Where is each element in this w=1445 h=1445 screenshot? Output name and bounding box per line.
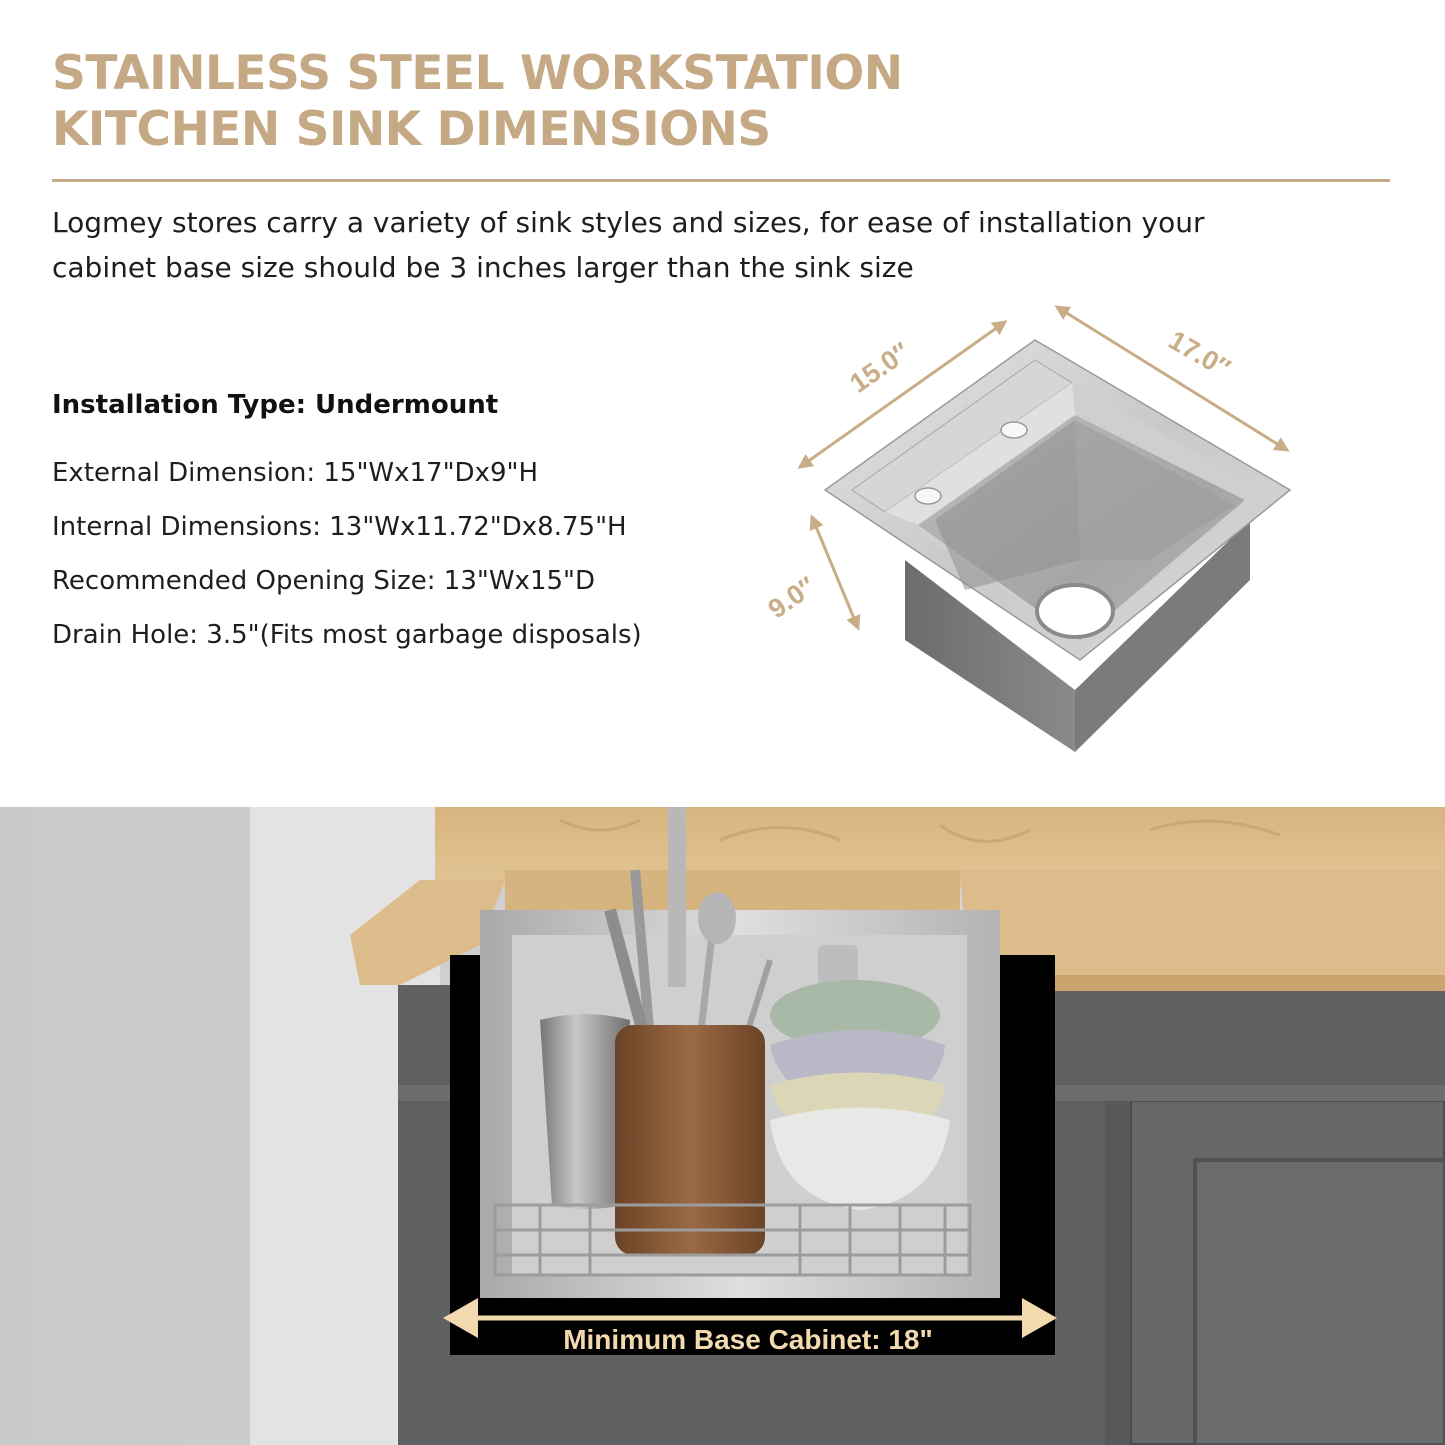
faucet-hole-left <box>915 488 941 504</box>
cabinet-door-panel <box>1195 1160 1445 1445</box>
spec-internal-dimensions: Internal Dimensions: 13"Wx11.72"Dx8.75"H <box>52 512 627 542</box>
spec-list <box>52 455 642 671</box>
spec-opening-size: Recommended Opening Size: 13"Wx15"D <box>52 566 596 596</box>
minimum-base-cabinet-label: Minimum Base Cabinet: 18" <box>563 1324 933 1355</box>
cabinet-divider <box>1105 1100 1130 1445</box>
drain-hole <box>1037 585 1113 637</box>
width-dimension-label: 15.0″ <box>844 336 916 399</box>
wooden-utensil-holder <box>615 1025 765 1255</box>
countertop-edge-right <box>1010 975 1445 991</box>
kitchen-scene <box>0 807 1445 1445</box>
depth-dimension-label: 17.0″ <box>1163 324 1236 384</box>
spec-drain-hole: Drain Hole: 3.5"(Fits most garbage disposals) <box>52 620 642 650</box>
page-title <box>52 46 903 158</box>
height-dimension-arrow <box>812 517 858 628</box>
faucet-hole-right <box>1001 422 1027 438</box>
sink-dimension-diagram <box>760 295 1320 765</box>
title-line-1: STAINLESS STEEL WORKSTATION <box>52 46 903 101</box>
installation-type: Installation Type: Undermount <box>52 390 499 420</box>
spoon <box>698 892 736 944</box>
title-divider <box>52 179 1390 182</box>
intro-line-1: Logmey stores carry a variety of sink styles and sizes, for ease of installation your <box>52 206 1205 239</box>
faucet <box>668 807 686 987</box>
title-line-2: KITCHEN SINK DIMENSIONS <box>52 102 771 157</box>
height-dimension-label: 9.0″ <box>762 570 822 625</box>
intro-line-2: cabinet base size should be 3 inches larger than the sink size <box>52 251 914 284</box>
intro-paragraph <box>52 200 1352 290</box>
spec-external-dimension: External Dimension: 15"Wx17"Dx9"H <box>52 458 539 488</box>
